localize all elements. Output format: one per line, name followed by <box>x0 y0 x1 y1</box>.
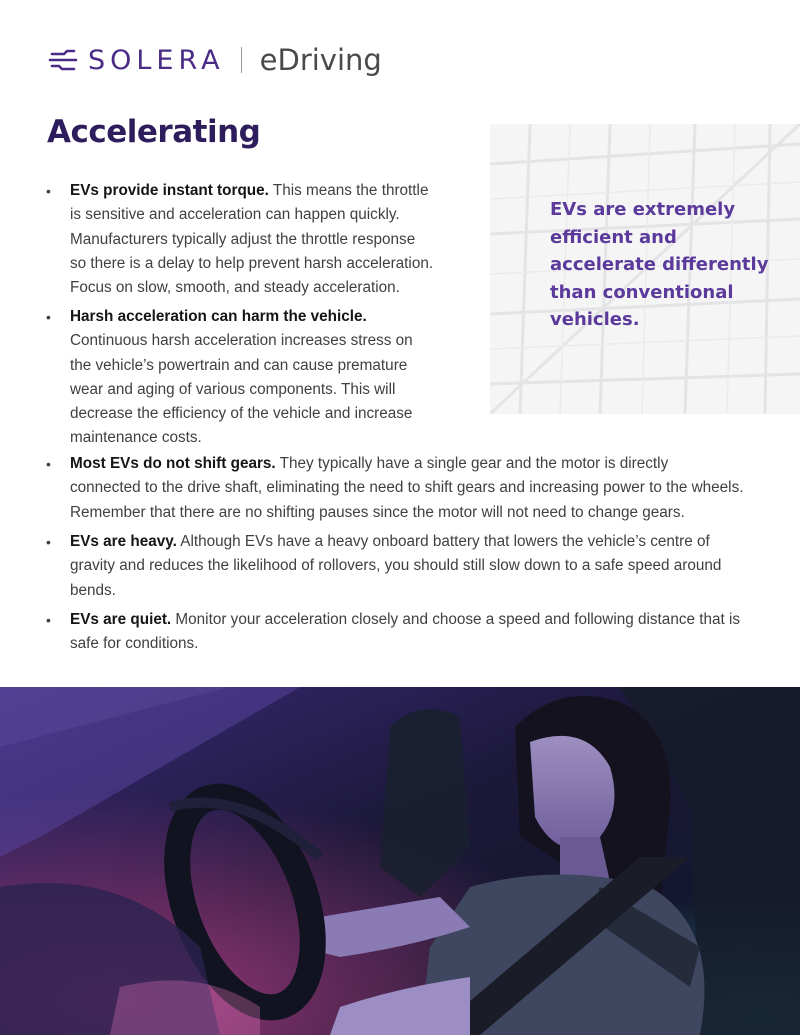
bullet-dot: • <box>46 612 51 628</box>
bullet-line: the vehicle’s powertrain and can cause premature <box>70 356 408 374</box>
woman-driving-image-icon <box>0 687 800 1035</box>
bullet-dot: • <box>46 456 51 472</box>
bullet-line: gravity and reduces the likelihood of rollovers, you should still slow down to a safe speed around <box>70 557 722 575</box>
list-item <box>46 305 426 451</box>
list-item <box>46 530 746 604</box>
bullet-dot: • <box>46 183 51 199</box>
bullet-line: maintenance costs. <box>70 429 202 447</box>
bullet-heading: Harsh acceleration can harm the vehicle. <box>70 308 367 325</box>
bullet-line: Focus on slow, smooth, and steady acceleration. <box>70 279 400 297</box>
bullet-line: connected to the drive shaft, eliminating the need to shift gears and increasing power to the wheels. <box>70 479 744 497</box>
bullet-dot: • <box>46 309 51 325</box>
list-item <box>46 179 434 301</box>
bullet-line: decrease the efficiency of the vehicle and increase <box>70 405 413 423</box>
callout-text: EVs are extremely efficient and accelerate differently than conventional vehicles. <box>550 199 769 330</box>
callout-box <box>490 124 800 414</box>
bullet-heading: EVs provide instant torque. <box>70 182 269 199</box>
list-item <box>46 608 746 658</box>
logo-wordmark: SOLERA <box>88 44 225 76</box>
bullet-line: This means the throttle <box>268 182 429 199</box>
logo-divider <box>241 47 242 73</box>
bullet-line: is sensitive and acceleration can happen quickly. <box>70 206 400 224</box>
logo-subbrand: eDriving <box>259 43 382 77</box>
bullet-line: bends. <box>70 581 116 599</box>
bullet-dot: • <box>46 534 51 550</box>
bullet-line: wear and aging of various components. This will <box>70 380 396 398</box>
page-title: Accelerating <box>47 114 261 150</box>
bullet-line: Remember that there are no shifting pauses since the motor will not need to change gears. <box>70 503 685 521</box>
bullet-line: They typically have a single gear and the motor is directly <box>275 455 669 472</box>
bullet-line: Monitor your acceleration closely and choose a speed and following distance that is <box>171 611 741 628</box>
bullet-line: Continuous harsh acceleration increases stress on <box>70 332 413 350</box>
solera-logo-icon <box>48 45 78 75</box>
bullet-line: safe for conditions. <box>70 635 199 653</box>
solera-edriving-logo <box>48 42 382 78</box>
driver-photo <box>0 687 800 1035</box>
bullet-heading: EVs are heavy. <box>70 533 177 550</box>
bullet-heading: Most EVs do not shift gears. <box>70 455 276 472</box>
list-item <box>46 452 746 526</box>
bullet-line: so there is a delay to help prevent harsh acceleration. <box>70 254 434 272</box>
bullet-line: Although EVs have a heavy onboard battery that lowers the vehicle’s centre of <box>176 533 710 550</box>
bullet-heading: EVs are quiet. <box>70 611 172 628</box>
bullet-line: Manufacturers typically adjust the throttle response <box>70 230 416 248</box>
